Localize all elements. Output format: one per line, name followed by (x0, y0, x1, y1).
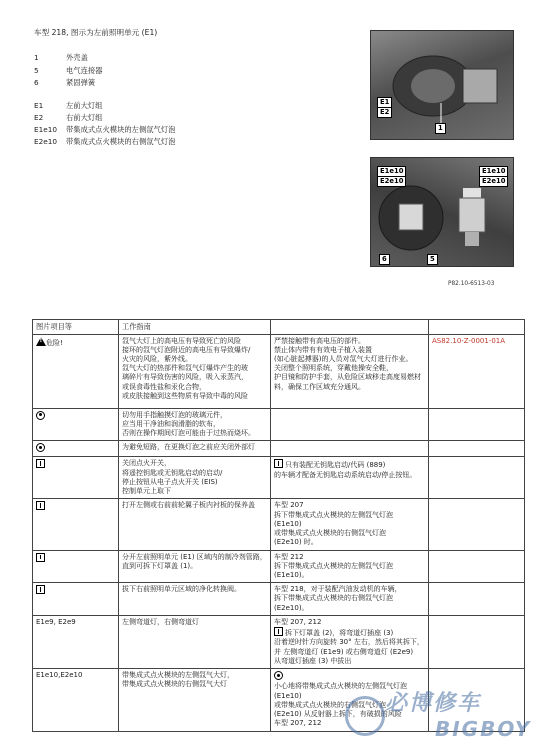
table-header-row (33, 320, 525, 335)
guide-line: 关闭点火开关， (122, 459, 171, 468)
note-line: (E1e10) (274, 691, 302, 700)
note-line: 或带集成式点火模块的右侧氙气灯泡 (274, 700, 386, 709)
legend-text: 电气连接器 (66, 65, 103, 75)
callout-label: E2e10 (479, 176, 508, 187)
note-line: 严禁接触带有高电压的部件。 (274, 336, 365, 345)
note-line: 护目镜和防护手套，从危险区域移走高度易燃材 (274, 373, 421, 382)
guide-line: 停止按钮从电子点火开关 (EIS) (122, 477, 218, 486)
guide-cell (119, 441, 271, 457)
item-cell (33, 615, 119, 668)
item-text: E1e10,E2e10 (36, 671, 83, 680)
legend-text: 右前大灯组 (66, 112, 103, 122)
note-line: 的车辆才配备无钥匙启动系统启动/停止按钮。 (274, 470, 417, 479)
note-line: (E2e10)。 (274, 603, 309, 612)
legend-code: E2 (34, 112, 44, 122)
note-line: 或带集成式点火模块的右侧氙气灯泡 (274, 529, 386, 538)
note-line (274, 627, 425, 638)
item-cell (33, 499, 119, 550)
callout-label: E2 (377, 107, 392, 118)
watermark (345, 690, 554, 748)
item-cell (33, 583, 119, 616)
guide-line: 为避免短路，在更换灯泡之前应关闭外部灯 (122, 443, 255, 452)
reference-cell (429, 615, 525, 668)
item-text: E1e9, E2e9 (36, 617, 76, 626)
guide-line: 拔下右前照明单元区域的净化转换阀。 (122, 585, 241, 594)
note-line: (如心脏起搏器)的人员对氙气大灯进行作业。 (274, 354, 413, 363)
info-icon (36, 553, 45, 562)
note-text: 拆下灯罩盖 (2)，将弯道灯插座 (3) (285, 629, 394, 638)
note-line: 拆下带集成式点火模块的左侧氙气灯泡 (274, 561, 393, 570)
note-line: (E1e10)。 (274, 571, 309, 580)
guide-line: 璃碎片有导致伤害的风险，吸入汞蒸汽， (122, 373, 248, 382)
reference-cell (429, 550, 525, 583)
guide-line: 接环的氙气灯泡附近的高电压有导致爆炸/ (122, 345, 251, 354)
reference-cell (429, 441, 525, 457)
reference-cell (429, 334, 525, 408)
table-row (33, 583, 525, 616)
note-line: 关闭整个照明系统，穿戴他操安全鞋， (274, 364, 393, 373)
table-row (33, 457, 525, 499)
watermark-cn: 必博修车 (385, 691, 482, 716)
legend-code: E1 (34, 100, 44, 110)
info-icon (36, 459, 45, 468)
table-row (33, 550, 525, 583)
header-cell: 工作指南 (119, 320, 271, 335)
warning-icon (36, 337, 46, 346)
guide-cell (119, 615, 271, 668)
legend-text: 带集成式点火模块的右侧氙气灯泡 (66, 137, 176, 147)
figure-code: P82.10-6513-03 (448, 281, 495, 287)
note-text: 只有装配无钥匙启动/代码 (889) (285, 461, 386, 470)
note-line: 车型 212 (274, 552, 304, 561)
reference-cell (429, 499, 525, 550)
legend-code: 1 (34, 53, 39, 63)
legend-code: E1e10 (34, 125, 58, 135)
guide-line: 分开左前照明单元 (E1) 区域内的制冷剂管路， (122, 552, 267, 561)
callout-label: E1e10 (479, 166, 508, 177)
note-line: 车型 207 (274, 501, 304, 510)
note-cell (271, 583, 429, 616)
guide-cell (119, 550, 271, 583)
guide-line: 左侧弯道灯，右侧弯道灯 (122, 617, 199, 626)
watermark-logo-icon (345, 696, 385, 736)
legend-text: 左前大灯组 (66, 100, 103, 110)
guide-line: 否则在操作期间灯泡可能由于过热而烧坏。 (122, 428, 255, 437)
reference-cell (429, 583, 525, 616)
note-line: 车型 207, 212 (274, 617, 322, 626)
legend-list (34, 53, 354, 146)
guide-line: 或皮肤接触到这些物质有导致中毒的风险 (122, 391, 248, 400)
caution-icon (36, 411, 45, 420)
watermark-en: BIGBOY (435, 717, 532, 741)
note-line: 沿着逆时针方向旋转 30° 左右，然后将其拆下， (274, 638, 424, 647)
header-cell (429, 320, 525, 335)
item-text: 危险! (46, 338, 63, 347)
item-cell (33, 457, 119, 499)
reference-cell (429, 408, 525, 441)
work-instruction-table (32, 319, 525, 732)
table-row (33, 408, 525, 441)
note-line: 车型 207, 212 (274, 719, 322, 728)
note-cell (271, 550, 429, 583)
guide-cell (119, 499, 271, 550)
guide-cell (119, 334, 271, 408)
guide-line: 氙气大灯的热部件和氙气灯爆炸产生的玻 (122, 364, 248, 373)
note-line: 小心地将带集成式点火模块的左侧氙气灯泡 (274, 682, 407, 691)
header-cell (271, 320, 429, 335)
note-line: (E2e10) 时。 (274, 538, 318, 547)
table-row (33, 334, 525, 408)
table-row (33, 441, 525, 457)
note-line (274, 671, 425, 682)
info-icon (274, 627, 283, 636)
info-icon (36, 501, 45, 510)
guide-cell (119, 457, 271, 499)
headlamp-photo-top (370, 30, 514, 140)
headlamp-photo-bottom (370, 157, 514, 267)
reference-link[interactable]: AS82.10-Z-0001-01A (432, 336, 506, 345)
note-line: 拆下带集成式点火模块的右侧氙气灯泡 (274, 594, 393, 603)
item-cell (33, 334, 119, 408)
legend-text: 外壳盖 (66, 53, 88, 63)
info-icon (274, 459, 283, 468)
legend-code: E2e10 (34, 137, 58, 147)
note-cell (271, 408, 429, 441)
item-cell (33, 669, 119, 731)
note-line: (E1e10) (274, 519, 302, 528)
callout-label: 6 (379, 254, 390, 265)
guide-line: 或误食毒性盐和汞化合物， (122, 382, 206, 391)
note-line: 禁止体内带有有效电子植入装置 (274, 345, 372, 354)
guide-line: 切勿用手指触摸灯泡的玻璃元件， (122, 410, 227, 419)
note-line (274, 459, 425, 470)
note-cell (271, 334, 429, 408)
header-cell: 图片项目等 (33, 320, 119, 335)
guide-line: 带集成式点火模块的右侧氙气大灯 (122, 680, 227, 689)
guide-cell (119, 669, 271, 731)
guide-line: 氙气大灯上的高电压有导致死亡的风险 (122, 336, 241, 345)
note-cell (271, 615, 429, 668)
note-line: 车型 218，对于装配汽油发动机的车辆， (274, 585, 402, 594)
caution-icon (274, 671, 283, 680)
note-cell (271, 499, 429, 550)
guide-line: 控制单元上取下 (122, 487, 171, 496)
callout-label: E2e10 (377, 176, 406, 187)
guide-line: 将遥控钥匙或无钥匙启动的启动/ (122, 468, 223, 477)
table-row (33, 499, 525, 550)
note-line: 从弯道灯插座 (3) 中拔出 (274, 656, 352, 665)
legend-text: 紧固弹簧 (66, 77, 96, 87)
callout-label: E1e10 (377, 166, 406, 177)
note-line: 并 左侧弯道灯 (E1e9) 或右侧弯道灯 (E2e9) (274, 647, 414, 656)
guide-line: 直到可拆下灯罩盖 (1)。 (122, 561, 198, 570)
guide-line: 火灾的风险，紫外线。 (122, 354, 192, 363)
item-cell (33, 441, 119, 457)
item-cell (33, 408, 119, 441)
note-cell (271, 457, 429, 499)
guide-line: 打开左侧或右前前轮翼子板内衬板的保养盖 (122, 501, 255, 510)
note-line: 料，确保工作区域充分通风。 (274, 382, 365, 391)
caution-icon (36, 443, 45, 452)
table-row (33, 615, 525, 668)
legend-code: 5 (34, 65, 39, 75)
callout-label: E1 (377, 97, 392, 108)
guide-cell (119, 408, 271, 441)
guide-line: 带集成式点火模块的左侧氙气大灯， (122, 671, 234, 680)
note-cell (271, 441, 429, 457)
page-title: 车型 218, 图示为左前照明单元 (E1) (34, 28, 158, 37)
intro-section (34, 28, 354, 146)
info-icon (36, 585, 45, 594)
guide-line: 应当用干净油和润滑脂的软布， (122, 419, 220, 428)
callout-label: 1 (435, 123, 446, 134)
legend-code: 6 (34, 77, 39, 87)
callout-label: 5 (427, 254, 438, 265)
note-line: 拆下带集成式点火模块的左侧氙气灯泡 (274, 510, 393, 519)
reference-cell (429, 457, 525, 499)
note-line: (E2e10) 从反射器上拆下，有破损的风险 (274, 710, 402, 719)
guide-cell (119, 583, 271, 616)
item-cell (33, 550, 119, 583)
legend-text: 带集成式点火模块的左侧氙气灯泡 (66, 125, 176, 135)
